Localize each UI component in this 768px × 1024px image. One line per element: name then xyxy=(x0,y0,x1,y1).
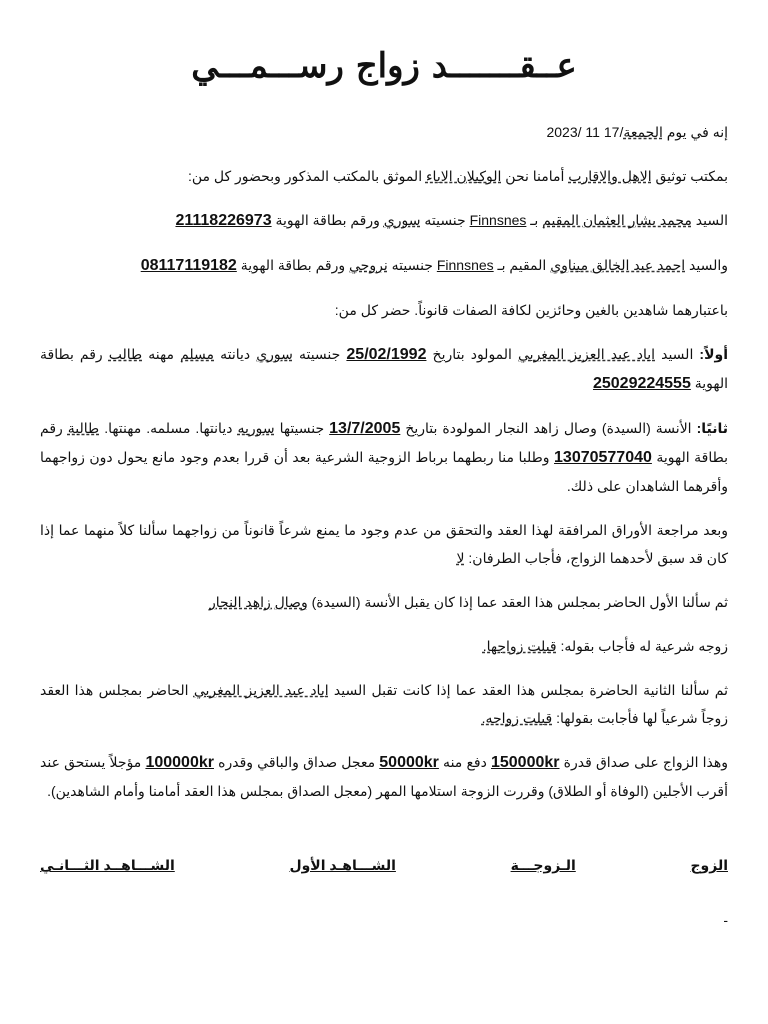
review-paragraph xyxy=(40,516,728,572)
first-pre: السيد xyxy=(655,346,700,362)
first-dob: 25/02/1992 xyxy=(346,346,427,363)
second-pre: الأنسة (السيدة) وصال زاهد النجار المولودة بتاريخ xyxy=(400,420,697,436)
answer1-paragraph xyxy=(40,632,728,660)
signature-row xyxy=(40,857,728,874)
party1-mid2: جنسيته xyxy=(420,212,470,228)
dowry-deferred: 100000kr xyxy=(145,754,214,771)
q2-answer: قبلت زواجه. xyxy=(481,710,553,726)
party1-name: محمد بشار العثمان المقيم xyxy=(542,212,692,228)
dowry-mid2: معجل صداق والباقي وقدره xyxy=(213,754,380,770)
second-dob: 13/7/2005 xyxy=(329,420,401,437)
date-day: الجمعة xyxy=(623,124,663,140)
party2-mid1: المقيم بـ xyxy=(493,257,551,273)
second-party-paragraph xyxy=(40,414,728,500)
second-label: ثانيًا: xyxy=(696,420,728,436)
question2-paragraph xyxy=(40,676,728,732)
dowry-rest: مؤجلاً يستحق عند أقرب الأجلين (الوفاة أو الطلاق) وقررت الزوجة استلامها المهر (معجل الصداق بمجلس هذا العقد أمامنا وأمام الشاهدين). xyxy=(40,754,728,799)
intro-end: الموثق بالمكتب المذكور وبحضور كل من: xyxy=(187,168,426,184)
second-mid1: جنسيتها xyxy=(274,420,330,436)
q2-name: اياد عبد العزيز المغربي xyxy=(193,682,329,698)
first-mid4: مهنه xyxy=(142,346,181,362)
signature-witness-1: الشـــاهـد الأول xyxy=(289,857,396,873)
q1b-answer: قبلت زواجها. xyxy=(482,638,557,654)
party1-city: Finnsnes xyxy=(469,212,527,228)
trailing-dash: - xyxy=(723,912,728,928)
first-mid1: المولود بتاريخ xyxy=(426,346,519,362)
first-mid5: رقم بطاقة الهوية xyxy=(40,346,728,391)
party1-nationality: سوري xyxy=(383,212,421,228)
party2-pre: والسيد xyxy=(685,257,728,273)
party2-id: 08117119182 xyxy=(140,257,237,274)
date-prefix: إنه في يوم xyxy=(662,124,728,140)
first-mid2: جنسيته xyxy=(292,346,347,362)
party1-pre: السيد xyxy=(691,212,728,228)
dowry-pre: وهذا الزواج على صداق قدرة xyxy=(559,754,728,770)
date-line xyxy=(40,118,728,146)
dowry-mid1: دفع منه xyxy=(438,754,491,770)
party2-mid2: جنسيته xyxy=(387,257,437,273)
page-title: عــقـــــــد زواج رســـمـــي xyxy=(191,46,577,86)
party2-nationality: نروجي xyxy=(349,257,388,273)
first-party-paragraph xyxy=(40,340,728,398)
dowry-total: 150000kr xyxy=(490,754,560,771)
q1-name: وصال زاهد النجار xyxy=(209,594,308,610)
intro-text: بمكتب توثيق xyxy=(651,168,728,184)
second-nationality: سوريه xyxy=(237,420,275,436)
signature-bride: الـزوجـــة xyxy=(510,857,576,873)
party1-id: 21118226973 xyxy=(175,212,272,229)
intro-agents: الوكيلان الاباء xyxy=(425,168,502,184)
first-name: اياد عبد العزيز المغربي xyxy=(518,346,656,362)
party1-mid3: ورقم بطاقة الهوية xyxy=(271,212,384,228)
review-text: وبعد مراجعة الأوراق المرافقة لهذا العقد والتحقق من عدم وجود ما يمنع شرعاً قانوناً من زواجهما سألنا كلاً منهما عما إذا كان قد سبق لأحدهما الزواج، فأجاب الطرفان: xyxy=(40,522,728,566)
q2-rest: الحاضر بمجلس هذا العقد زوجاً شرعياً لها فأجابت بقولها: xyxy=(40,682,728,726)
first-religion: مسلم xyxy=(180,346,215,362)
party1-mid1: بـ xyxy=(526,212,543,228)
intro-family: الاهل والاقارب xyxy=(568,168,652,184)
q2-text: ثم سألنا الثانية الحاضرة بمجلس هذا العقد عما إذا كانت تقبل السيد xyxy=(328,682,728,698)
second-rest: وطلبا منا ربطهما برباط الزوجية الشرعية بعد أن قررا بعدم وجود مانع يحول دون زواجهما وأقرهما الشاهدان على ذلك. xyxy=(40,449,728,494)
q1b-text: زوجه شرعية له فأجاب بقوله: xyxy=(556,638,728,654)
intro-mid: أمامنا نحن xyxy=(501,168,569,184)
party2-mid3: ورقم بطاقة الهوية xyxy=(236,257,350,273)
q1-text: ثم سألنا الأول الحاضر بمجلس هذا العقد عما إذا كان يقبل الأنسة (السيدة) xyxy=(307,594,728,610)
contract-document xyxy=(40,40,728,928)
dowry-advance: 50000kr xyxy=(379,754,439,771)
signature-groom: الزوج xyxy=(690,857,728,873)
date-value: /17 11 /2023 xyxy=(546,124,624,140)
question1-paragraph xyxy=(40,588,728,616)
second-id: 13070577040 xyxy=(554,449,652,466)
second-job: طالبة xyxy=(67,420,100,436)
second-mid3: رقم بطاقة الهوية xyxy=(40,420,728,465)
signature-witness-2: الشـــاهــد الثـــانـي xyxy=(40,857,175,873)
party1-paragraph xyxy=(40,206,728,235)
first-label: أولاً: xyxy=(699,346,729,362)
party2-name: احمد عبد الخالق ميناوي xyxy=(550,257,686,273)
first-mid3: ديانته xyxy=(214,346,257,362)
first-job: طالب xyxy=(108,346,143,362)
review-answer: لا xyxy=(456,550,465,566)
first-id: 25029224555 xyxy=(592,375,691,392)
intro-paragraph xyxy=(40,162,728,190)
witness-line: باعتبارهما شاهدين بالغين وحائزين لكافة الصفات قانوناً. حضر كل من: xyxy=(334,302,728,318)
second-mid2: ديانتها. مسلمه. مهنتها. xyxy=(99,420,238,436)
party2-city: Finnsnes xyxy=(436,257,494,273)
first-nationality: سوري xyxy=(256,346,293,362)
dowry-paragraph xyxy=(40,748,728,805)
party2-paragraph xyxy=(40,251,728,280)
